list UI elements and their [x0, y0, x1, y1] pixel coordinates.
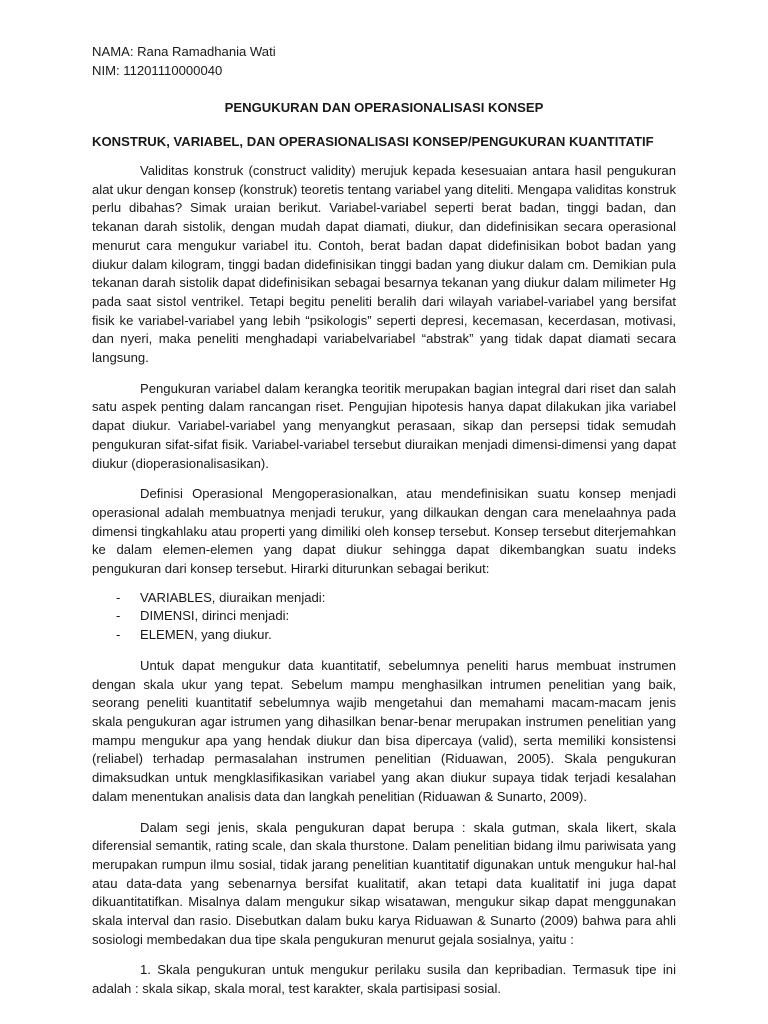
list-item [92, 589, 676, 608]
paragraph-operational-definition: Definisi Operasional Mengoperasionalkan, atau mendefinisikan suatu konsep menjadi operasional adalah membuatnya menjadi terukur, yang dilkaukan dengan cara menelaahnya pada dimensi tingkahlaku atau properti yang dimiliki oleh konsep tersebut. Konsep tersebut diterjemahkan ke dalam elemen-elemen yang dapat diukur sehingga dapat dikembangkan suatu indeks pengukuran dari konsep tersebut. Hirarki diturunkan sebagai berikut: [92, 486, 676, 577]
paragraph-numbered-item-1: 1. Skala pengukuran untuk mengukur perilaku susila dan kepribadian. Termasuk tipe ini adalah : skala sikap, skala moral, test karakter, skala partisipasi sosial. [92, 962, 676, 997]
student-name: NAMA: Rana Ramadhania Wati [92, 44, 276, 59]
list-item-text: ELEMEN, yang diukur. [140, 627, 272, 643]
list-item [92, 626, 676, 645]
list-item [92, 607, 676, 626]
list-dash: - [116, 627, 121, 643]
document-title: PENGUKURAN DAN OPERASIONALISASI KONSEP [224, 100, 544, 115]
paragraph-construct-validity: Validitas konstruk (construct validity) merujuk kepada kesesuaian antara hasil pengukuran alat ukur dengan konsep (konstruk) teoretis tentang variabel yang diteliti. Mengapa validitas konstruk perlu dibahas? Simak uraian berikut. Variabel-variabel seperti berat badan, tinggi badan, dan tekanan darah sistolik, dengan mudah dapat diamati, diukur, dan didefinisikan secara operasional menurut cara mengukur variabel itu. Contoh, berat badan dapat didefinisikan bobot badan yang diukur dalam kilogram, tinggi badan didefinisikan tinggi badan yang diukur dalam cm. Demikian pula tekanan darah sistolik dapat didefinisikan sebagai besarnya tekanan yang diukur dalam milimeter Hg pada saat sistol ventrikel. Tetapi begitu peneliti beralih dari wilayah variabel-variabel yang bersifat fisik ke variabel-variabel yang lebih “psikologis” seperti depresi, kecemasan, kecerdasan, motivasi, dan nyeri, maka peneliti menghadapi variabelvariabel “abstrak” yang tidak dapat diamati secara langsung. [92, 163, 676, 366]
paragraph-quantitative-instrument: Untuk dapat mengukur data kuantitatif, sebelumnya peneliti harus membuat instrumen dengan skala ukur yang tepat. Sebelum mampu menghasilkan intrumen penelitian yang baik, seorang peneliti kuantitatif sebelumnya wajib mengetahui dan memahami macam-macam jenis skala pengukuran agar istrumen yang dihasilkan benar-benar merupakan instrumen penelitian yang mampu mengukur apa yang hendak diukur dan bisa dipercaya (valid), serta memiliki konsistensi (reliabel) terhadap permasalahan instrumen penelitian (Riduawan, 2005). Skala pengukuran dimaksudkan untuk mengklasifikasikan variabel yang akan diukur supaya tidak terjadi kesalahan dalam menentukan analisis data dan langkah penelitian (Riduawan & Sunarto, 2009). [92, 657, 676, 804]
list-item-text: VARIABLES, diuraikan menjadi: [140, 589, 326, 605]
paragraph-scale-types: Dalam segi jenis, skala pengukuran dapat berupa : skala gutman, skala likert, skala diferensial semantik, rating scale, dan skala thurstone. Dalam penelitian bidang ilmu pariwisata yang merupakan rumpun ilmu sosial, tidak jarang penelitian kuantitatif digunakan untuk mengukur hal-hal atau data-data yang sebenarnya bersifat kualitatif, akan tetapi data kualitatif ini juga dapat dikuantitatifkan. Misalnya dalam mengukur sikap wisatawan, mengukur sikap dapat menggunakan skala interval dan rasio. Disebutkan dalam buku karya Riduawan & Sunarto (2009) bahwa para ahli sosiologi membedakan dua tipe skala pengukuran menurut gejala sosialnya, yaitu : [92, 819, 676, 947]
list-dash: - [116, 608, 121, 624]
student-id: NIM: 11201110000040 [92, 63, 223, 78]
section-heading: KONSTRUK, VARIABEL, DAN OPERASIONALISASI KONSEP/PENGUKURAN KUANTITATIF [92, 134, 654, 149]
list-dash: - [116, 589, 121, 605]
paragraph-variable-measurement: Pengukuran variabel dalam kerangka teoritik merupakan bagian integral dari riset dan salah satu aspek penting dalam rancangan riset. Pengujian hipotesis hanya dapat dilakukan jika variabel dapat diukur. Variabel-variabel yang menyangkut perasaan, sikap dan persepsi tidak semudah pengukuran sifat-sifat fisik. Variabel-variabel tersebut diuraikan menjadi dimensi-dimensi yang dapat diukur (dioperasionalisasikan). [92, 380, 676, 471]
list-item-text: DIMENSI, dirinci menjadi: [140, 608, 290, 624]
hierarchy-list [92, 589, 676, 645]
